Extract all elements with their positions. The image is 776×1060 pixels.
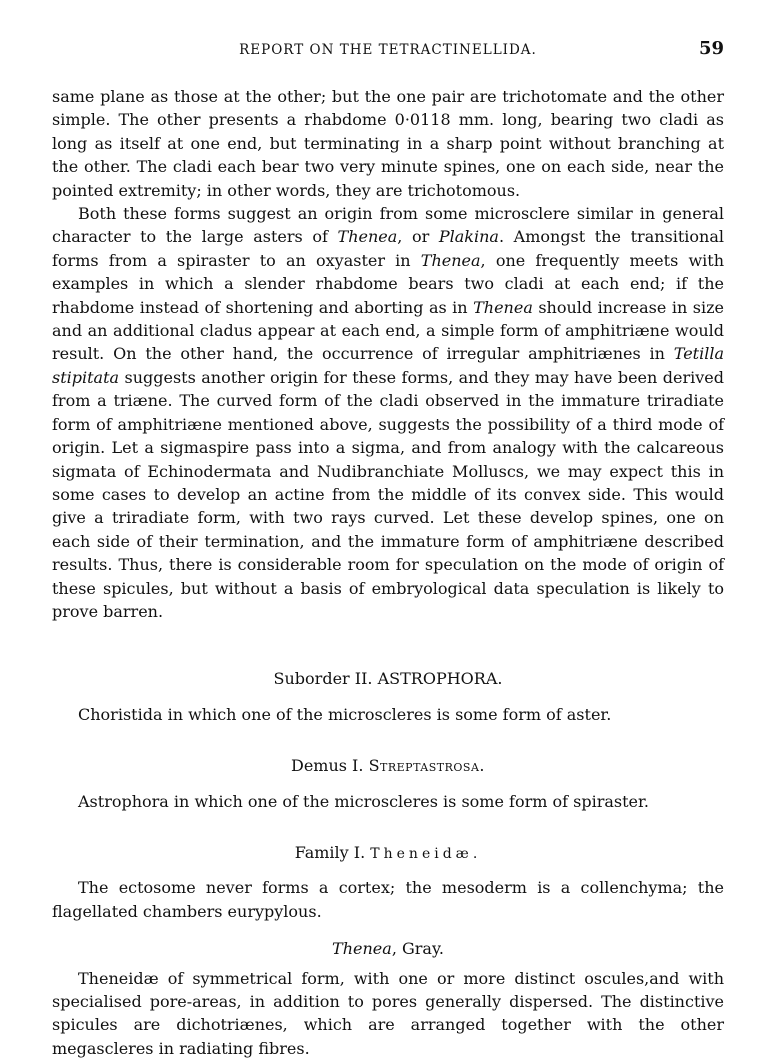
paragraph-continuation: same plane as those at the other; but the one pair are trichotomate and the other simple. The other presents a rhabdome 0·0118 mm. long, bearing two cladi as long as itself at one end, but terminating in a sharp point without branching at the other. The cladi each bear two very minute spines, one on each side, near the pointed extremity; in other words, they are trichotomous. bbox=[52, 87, 724, 200]
genus-name: Thenea bbox=[332, 939, 392, 959]
family-prefix: Family I. bbox=[294, 842, 366, 862]
suborder-name: ASTROPHORA. bbox=[377, 669, 503, 689]
taxon-name: Thenea bbox=[337, 227, 398, 247]
page-header bbox=[52, 38, 724, 64]
suborder-heading bbox=[52, 667, 724, 690]
taxon-name: Tetilla stipitata bbox=[52, 344, 724, 387]
paragraph-origin-speculation bbox=[52, 202, 724, 623]
taxon-name: Plakina bbox=[438, 227, 499, 247]
family-definition: The ectosome never forms a cortex; the mesoderm is a collenchyma; the flagellated chambers eurypylous. bbox=[52, 878, 724, 921]
suborder-definition: Choristida in which one of the microscleres is some form of aster. bbox=[78, 704, 612, 724]
paragraph-text: , or bbox=[397, 227, 439, 247]
demus-name: Streptastrosa. bbox=[368, 756, 485, 776]
genus-heading bbox=[52, 937, 724, 960]
paragraph-text: should increase in size and an additional cladus appear at each end, a simple form of amphitriæne would result. On the other hand, the occurrence of irregular amphitriænes in bbox=[52, 297, 724, 364]
demus-definition: Astrophora in which one of the microscleres is some form of spiraster. bbox=[78, 791, 649, 811]
demus-prefix: Demus I. bbox=[290, 756, 364, 776]
suborder-prefix: Suborder II. bbox=[273, 669, 373, 689]
running-title: REPORT ON THE TETRACTINELLIDA. bbox=[239, 42, 537, 58]
page-number: 59 bbox=[698, 38, 724, 59]
genus-definition: Theneidæ of symmetrical form, with one or more distinct oscules,and with specialised pore-areas, in addition to pores generally dispersed. The distinctive spicules are dichotriænes, which are arranged together with the other megascleres in radiating fibres. bbox=[52, 968, 724, 1058]
paragraph-text: suggests another origin for these forms, and they may have been derived from a triæne. The curved form of the cladi observed in the immature triradiate form of amphitriæne mentioned above, suggests the possibility of a third mode of origin. Let a sigmaspire pass into a sigma, and from analogy with the calcareous sigmata of Echinodermata and Nudibranchiate Molluscs, we may expect this in some cases to develop an actine from the middle of its convex side. This would give a triradiate form, with two rays curved. Let these develop spines, one on each side of their termination, and the immature form of amphitriæne described results. Thus, there is considerable room for speculation on the mode of origin of these spicules, but without a basis of embryological data speculation is likely to prove barren. bbox=[52, 367, 724, 621]
family-heading bbox=[52, 841, 724, 866]
demus-heading bbox=[52, 754, 724, 777]
taxon-name: Thenea bbox=[473, 297, 533, 317]
genus-authority: , Gray. bbox=[391, 939, 444, 959]
body-text bbox=[52, 85, 724, 1060]
family-name: Theneidæ. bbox=[370, 845, 482, 862]
paragraph-text: Both these forms suggest an origin from some microsclere similar in general character to the large asters of bbox=[52, 204, 724, 247]
paragraph-text: , one frequently meets with examples in which a slender rhabdome bears two cladi at each end; if the rhabdome instead of shortening and aborting as in bbox=[52, 250, 724, 317]
taxon-name: Thenea bbox=[420, 250, 481, 270]
paragraph-text: . Amongst the transitional forms from a spiraster to an oxyaster in bbox=[52, 227, 725, 270]
